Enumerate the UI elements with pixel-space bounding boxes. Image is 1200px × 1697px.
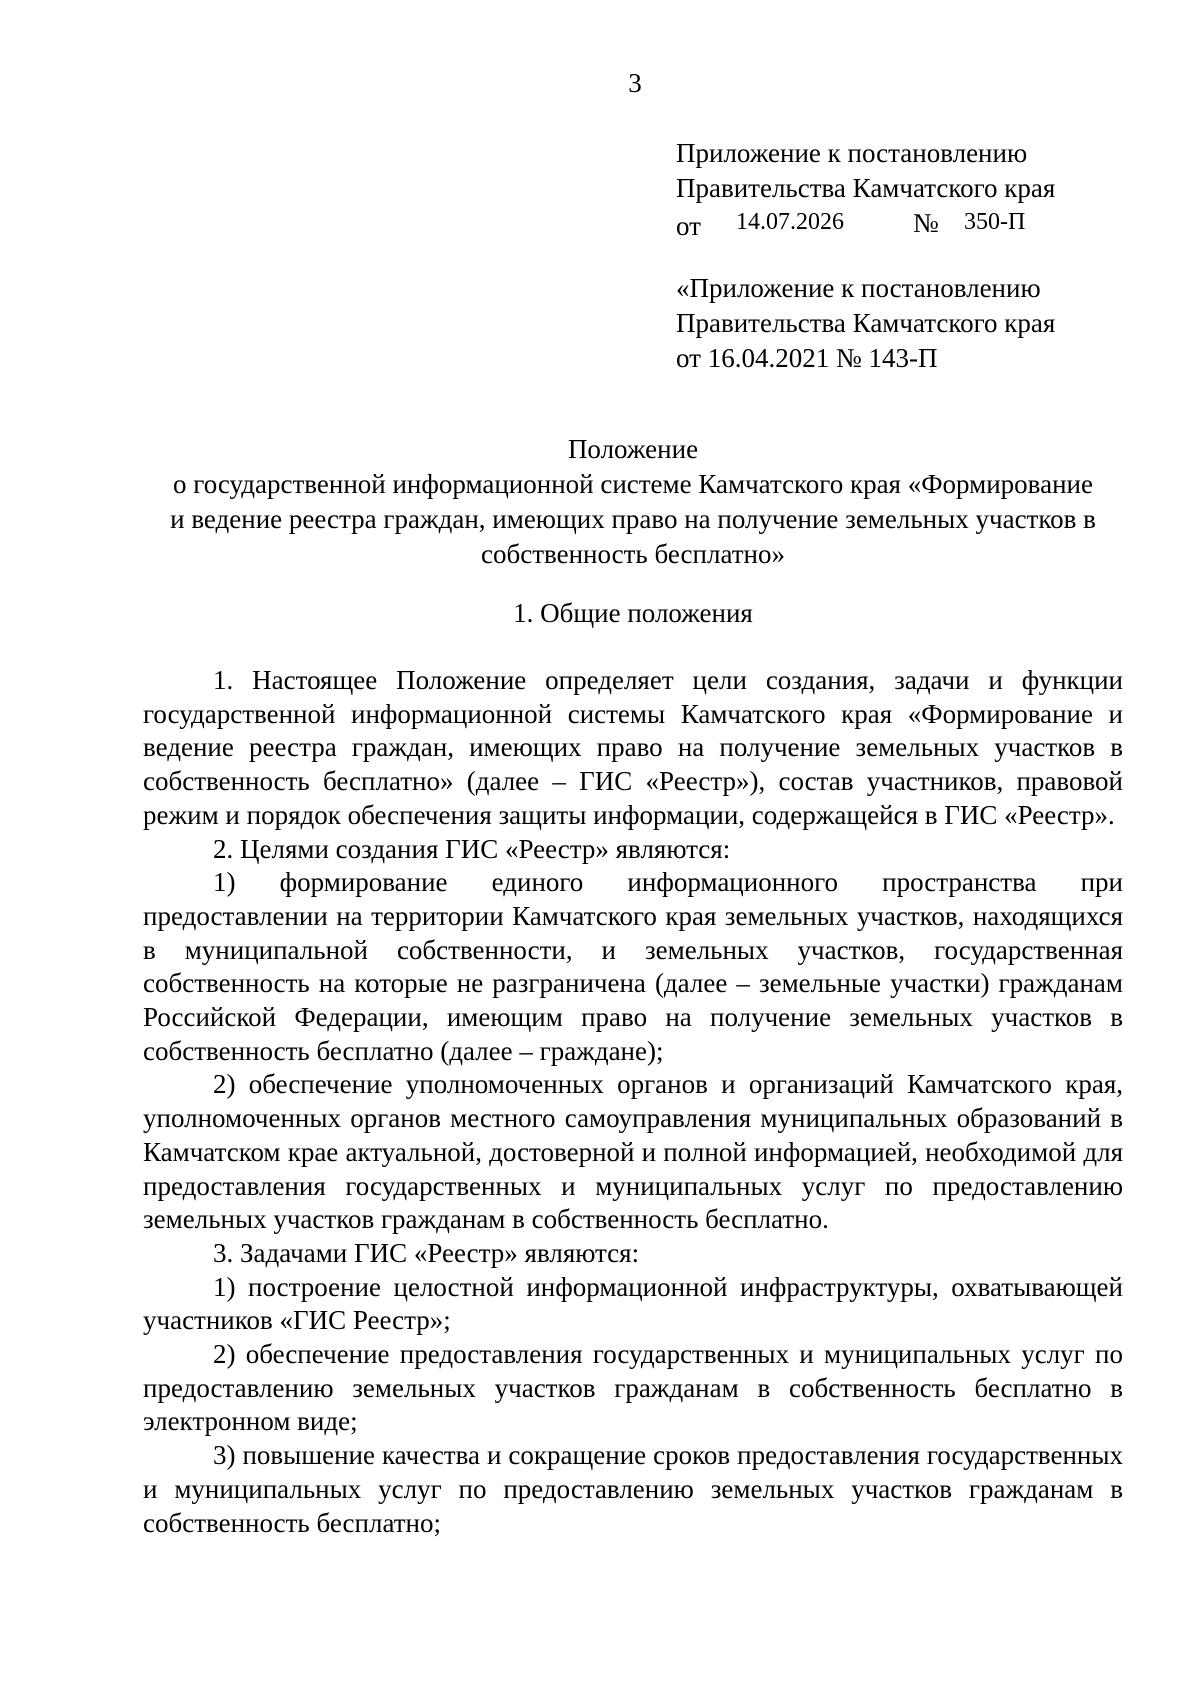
page-number: 3	[628, 68, 642, 98]
annex-original-line-3: от 16.04.2021 № 143-П	[676, 343, 938, 373]
paragraph: 1) построение целостной информационной инфраструктуры, охватывающей участников «ГИС Реестр»;	[143, 1271, 1123, 1336]
title-line-1: Положение	[567, 434, 699, 464]
annex-number: 350-П	[964, 209, 1026, 235]
document-title	[143, 432, 1123, 572]
annex-date: 14.07.2026	[736, 209, 844, 235]
paragraph: 2) обеспечение уполномоченных органов и организаций Камчатского края, уполномоченных органов местного самоуправления муниципальных образований в Камчатском крае актуальной, достоверной и полной информацией, необходимой для предоставления государственных и муниципальных услуг по предоставлению земельных участков гражданам в собственность бесплатно.	[143, 1069, 1123, 1235]
annex-block-current	[676, 136, 1055, 241]
title-line-3: и ведение реестра граждан, имеющих право на получение земельных участков в	[170, 504, 1096, 534]
section-heading: 1. Общие положения	[513, 598, 753, 628]
paragraph: 2. Целями создания ГИС «Реестр» являются:	[213, 833, 731, 864]
paragraph: 3. Задачами ГИС «Реестр» являются:	[213, 1237, 640, 1268]
paragraph: 3) повышение качества и сокращение сроков предоставления государственных и муниципальных услуг по предоставлению земельных участков гражданам в собственность бесплатно;	[143, 1440, 1123, 1538]
title-line-2: о государственной информационной системе Камчатского края «Формирование	[173, 469, 1093, 499]
title-line-4: собственность бесплатно»	[481, 539, 785, 569]
annex-original-line-2: Правительства Камчатского края	[676, 308, 1056, 338]
document-body	[143, 664, 1123, 1540]
paragraph: 1. Настоящее Положение определяет цели создания, задачи и функции государственной информационной системы Камчатского края «Формирование и ведение реестра граждан, имеющих право на получение земельных участков в собственность бесплатно» (далее – ГИС «Реестр»), состав участников, правовой режим и порядок обеспечения защиты информации, содержащейся в ГИС «Реестр».	[143, 665, 1123, 830]
annex-block-original	[676, 271, 1055, 376]
annex-line-1: Приложение к постановлению	[676, 138, 1028, 168]
annex-line-2: Правительства Камчатского края	[676, 173, 1056, 203]
annex-registration-row	[676, 206, 1055, 241]
annex-original-line-1: «Приложение к постановлению	[676, 273, 1041, 303]
annex-from-label: от	[676, 211, 701, 241]
paragraph: 2) обеспечение предоставления государственных и муниципальных услуг по предоставлению земельных участков гражданам в собственность бесплатно в электронном виде;	[143, 1339, 1123, 1437]
paragraph: 1) формирование единого информационного пространства при предоставлении на территории Камчатского края земельных участков, находящихся в муниципальной собственности, и земельных участков, государственная собственность на которые не разграничена (далее – земельные участки) гражданам Российской Федерации, имеющим право на получение земельных участков в собственность бесплатно (далее – граждане);	[143, 867, 1123, 1066]
annex-number-sign: №	[913, 208, 939, 238]
